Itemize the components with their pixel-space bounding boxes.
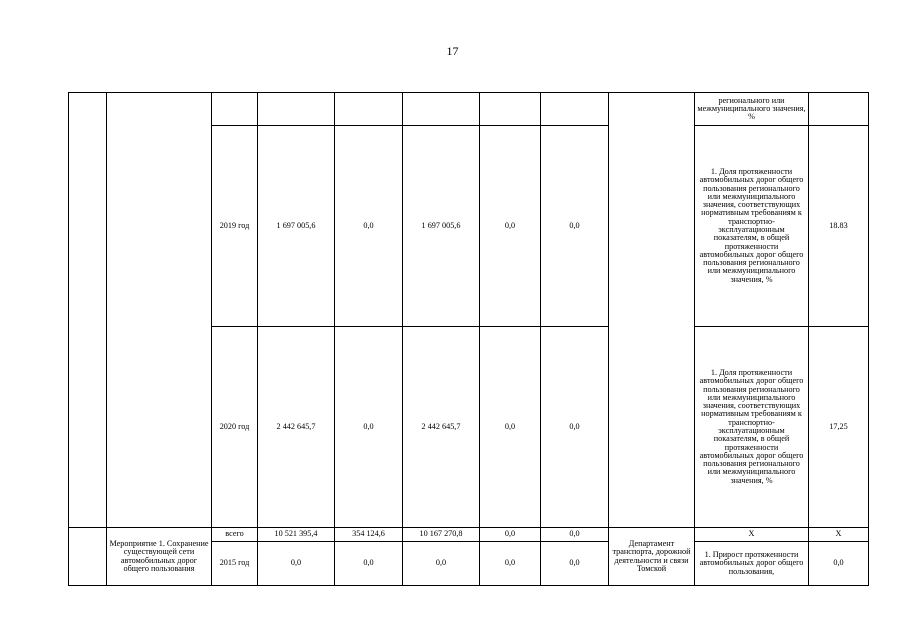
cell-total: 1 697 005,6: [258, 126, 335, 327]
cell-number: [69, 93, 107, 528]
cell-federal: 0,0: [335, 126, 403, 327]
cell-regional: 10 167 270,8: [403, 528, 480, 542]
cell-local: 0,0: [480, 126, 541, 327]
page-number: 17: [446, 44, 459, 58]
cell-value: 18.83: [809, 126, 869, 327]
cell-period: 2019 год: [212, 126, 258, 327]
cell-local: [480, 93, 541, 126]
cell-period: всего: [212, 528, 258, 542]
cell-other: 0,0: [541, 126, 609, 327]
cell-local: 0,0: [480, 542, 541, 586]
cell-measure: [107, 93, 212, 528]
cell-indicator: регионального или межмуниципального значения, %: [695, 93, 809, 126]
cell-period: 2015 год: [212, 542, 258, 586]
cell-indicator: 1. Прирост протяженности автомобильных дорог общего пользования,: [695, 542, 809, 586]
cell-value: 0,0: [809, 542, 869, 586]
cell-local: 0,0: [480, 528, 541, 542]
cell-value: Х: [809, 528, 869, 542]
cell-total: 10 521 395,4: [258, 528, 335, 542]
cell-indicator: 1. Доля протяженности автомобильных дорог общего пользования регионального или межмуниципального значения, соответствующих нормативным требованиям к транспортно-эксплуатационным показателям, в общей протяженности автомобильных дорог общего пользования регионального или межмуниципального значения, %: [695, 327, 809, 528]
cell-total: [258, 93, 335, 126]
cell-other: 0,0: [541, 327, 609, 528]
cell-regional: 2 442 645,7: [403, 327, 480, 528]
cell-department: [609, 93, 695, 528]
cell-value: 17,25: [809, 327, 869, 528]
cell-federal: 0,0: [335, 542, 403, 586]
cell-total: 0,0: [258, 542, 335, 586]
cell-regional: 0,0: [403, 542, 480, 586]
cell-department: Департамент транспорта, дорожной деятельности и связи Томской: [609, 528, 695, 586]
cell-indicator: Х: [695, 528, 809, 542]
cell-number: [69, 528, 107, 586]
cell-other: 0,0: [541, 528, 609, 542]
table-row: [69, 528, 869, 542]
cell-other: 0,0: [541, 542, 609, 586]
cell-regional: 1 697 005,6: [403, 126, 480, 327]
cell-local: 0,0: [480, 327, 541, 528]
cell-measure-name: Мероприятие 1. Сохранение существующей сети автомобильных дорог общего пользования: [107, 528, 212, 586]
cell-period: [212, 93, 258, 126]
cell-federal: 354 124,6: [335, 528, 403, 542]
cell-regional: [403, 93, 480, 126]
cell-federal: 0,0: [335, 327, 403, 528]
cell-period: 2020 год: [212, 327, 258, 528]
table-row: [69, 93, 869, 126]
cell-indicator: 1. Доля протяженности автомобильных дорог общего пользования регионального или межмуниципального значения, соответствующих нормативным требованиям к транспортно-эксплуатационным показателям, в общей протяженности автомобильных дорог общего пользования регионального или межмуниципального значения, %: [695, 126, 809, 327]
cell-total: 2 442 645,7: [258, 327, 335, 528]
cell-value: [809, 93, 869, 126]
cell-federal: [335, 93, 403, 126]
cell-other: [541, 93, 609, 126]
program-table: [68, 92, 869, 586]
